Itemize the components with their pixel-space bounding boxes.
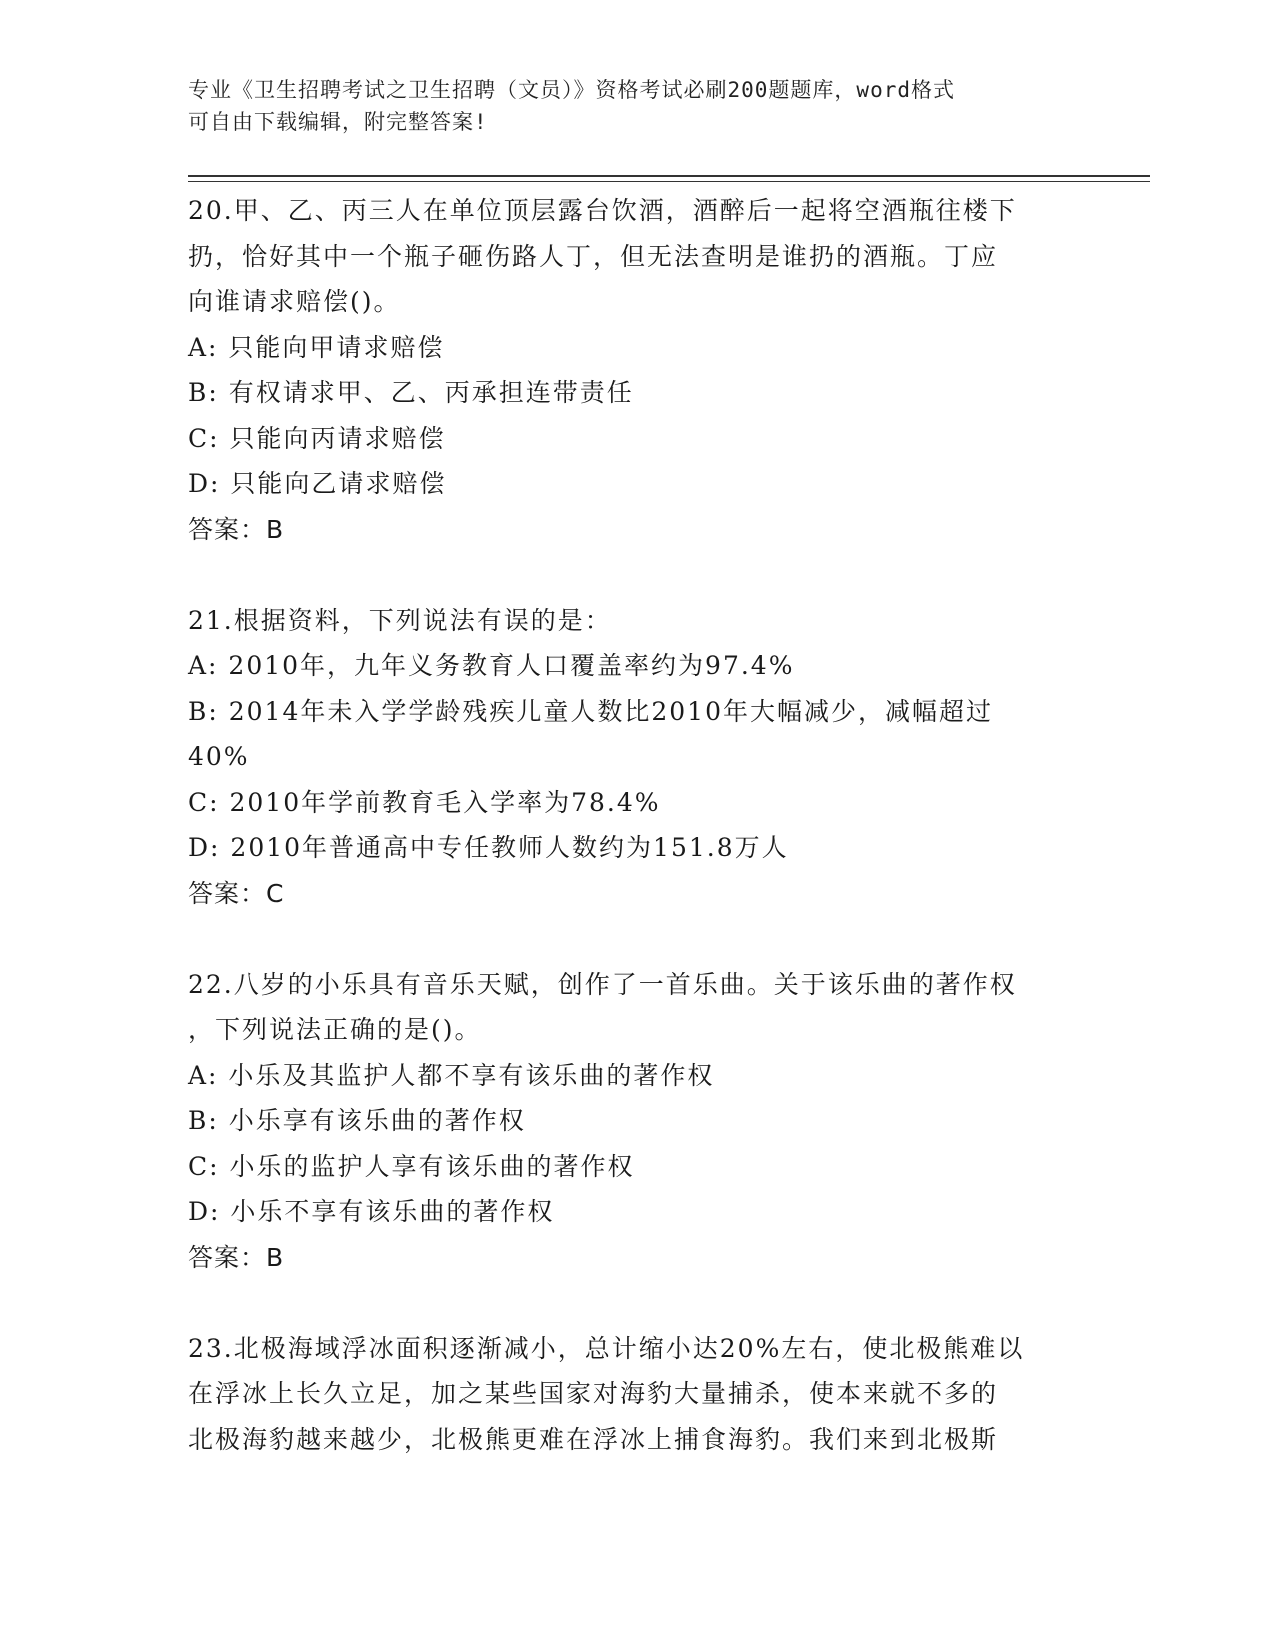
header-line-2: 可自由下载编辑，附完整答案! [188, 110, 488, 134]
option-a: A: 小乐及其监护人都不享有该乐曲的著作权 [188, 1060, 715, 1090]
question-text: 21.根据资料，下列说法有误的是： [188, 605, 612, 635]
option-c: C: 小乐的监护人享有该乐曲的著作权 [188, 1151, 635, 1181]
question-text: 20.甲、乙、丙三人在单位顶层露台饮酒，酒醉后一起将空酒瓶往楼下 [188, 196, 1017, 225]
option-b: B: 2014年未入学学龄残疾儿童人数比2010年大幅减少，减幅超过 [188, 696, 993, 726]
option-d: D: 小乐不享有该乐曲的著作权 [188, 1197, 555, 1226]
answer-line: 答案：C [188, 878, 285, 908]
option-a: A: 只能向甲请求赔偿 [188, 332, 445, 362]
document-header [188, 74, 1068, 138]
question-text: 北极海豹越来越少，北极熊更难在浮冰上捕食海豹。我们来到北极斯 [188, 1424, 999, 1454]
option-c: C: 只能向丙请求赔偿 [188, 423, 446, 453]
question-block [188, 1326, 1088, 1463]
header-divider-thin [188, 181, 1150, 182]
question-text: 向谁请求赔偿()。 [188, 287, 401, 316]
answer-line: 答案：B [188, 1242, 285, 1272]
question-block [188, 598, 1088, 917]
question-block [188, 188, 1088, 552]
header-line-1: 专业《卫生招聘考试之卫生招聘（文员）》资格考试必刷200题题库，word格式 [188, 78, 955, 102]
header-divider-thick [188, 175, 1150, 177]
option-d: D: 只能向乙请求赔偿 [188, 469, 447, 498]
spacer [188, 1280, 1088, 1326]
question-text: 23.北极海域浮冰面积逐渐减小，总计缩小达20%左右，使北极熊难以 [188, 1333, 1025, 1363]
option-d: D: 2010年普通高中专任教师人数约为151.8万人 [188, 833, 789, 862]
option-a: A: 2010年，九年义务教育人口覆盖率约为97.4% [188, 651, 795, 680]
option-b: B: 小乐享有该乐曲的著作权 [188, 1106, 526, 1135]
question-text: 扔，恰好其中一个瓶子砸伤路人丁，但无法查明是谁扔的酒瓶。丁应 [188, 241, 999, 271]
option-c: C: 2010年学前教育毛入学率为78.4% [188, 787, 661, 817]
question-list [188, 188, 1088, 1462]
option-b-continued: 40% [188, 742, 250, 771]
question-text: ，下列说法正确的是()。 [188, 1015, 482, 1044]
question-block [188, 962, 1088, 1281]
question-text: 在浮冰上长久立足，加之某些国家对海豹大量捕杀，使本来就不多的 [188, 1379, 999, 1408]
spacer [188, 916, 1088, 962]
answer-line: 答案：B [188, 514, 285, 544]
question-text: 22.八岁的小乐具有音乐天赋，创作了一首乐曲。关于该乐曲的著作权 [188, 969, 1017, 999]
spacer [188, 552, 1088, 598]
option-b: B: 有权请求甲、乙、丙承担连带责任 [188, 378, 634, 407]
